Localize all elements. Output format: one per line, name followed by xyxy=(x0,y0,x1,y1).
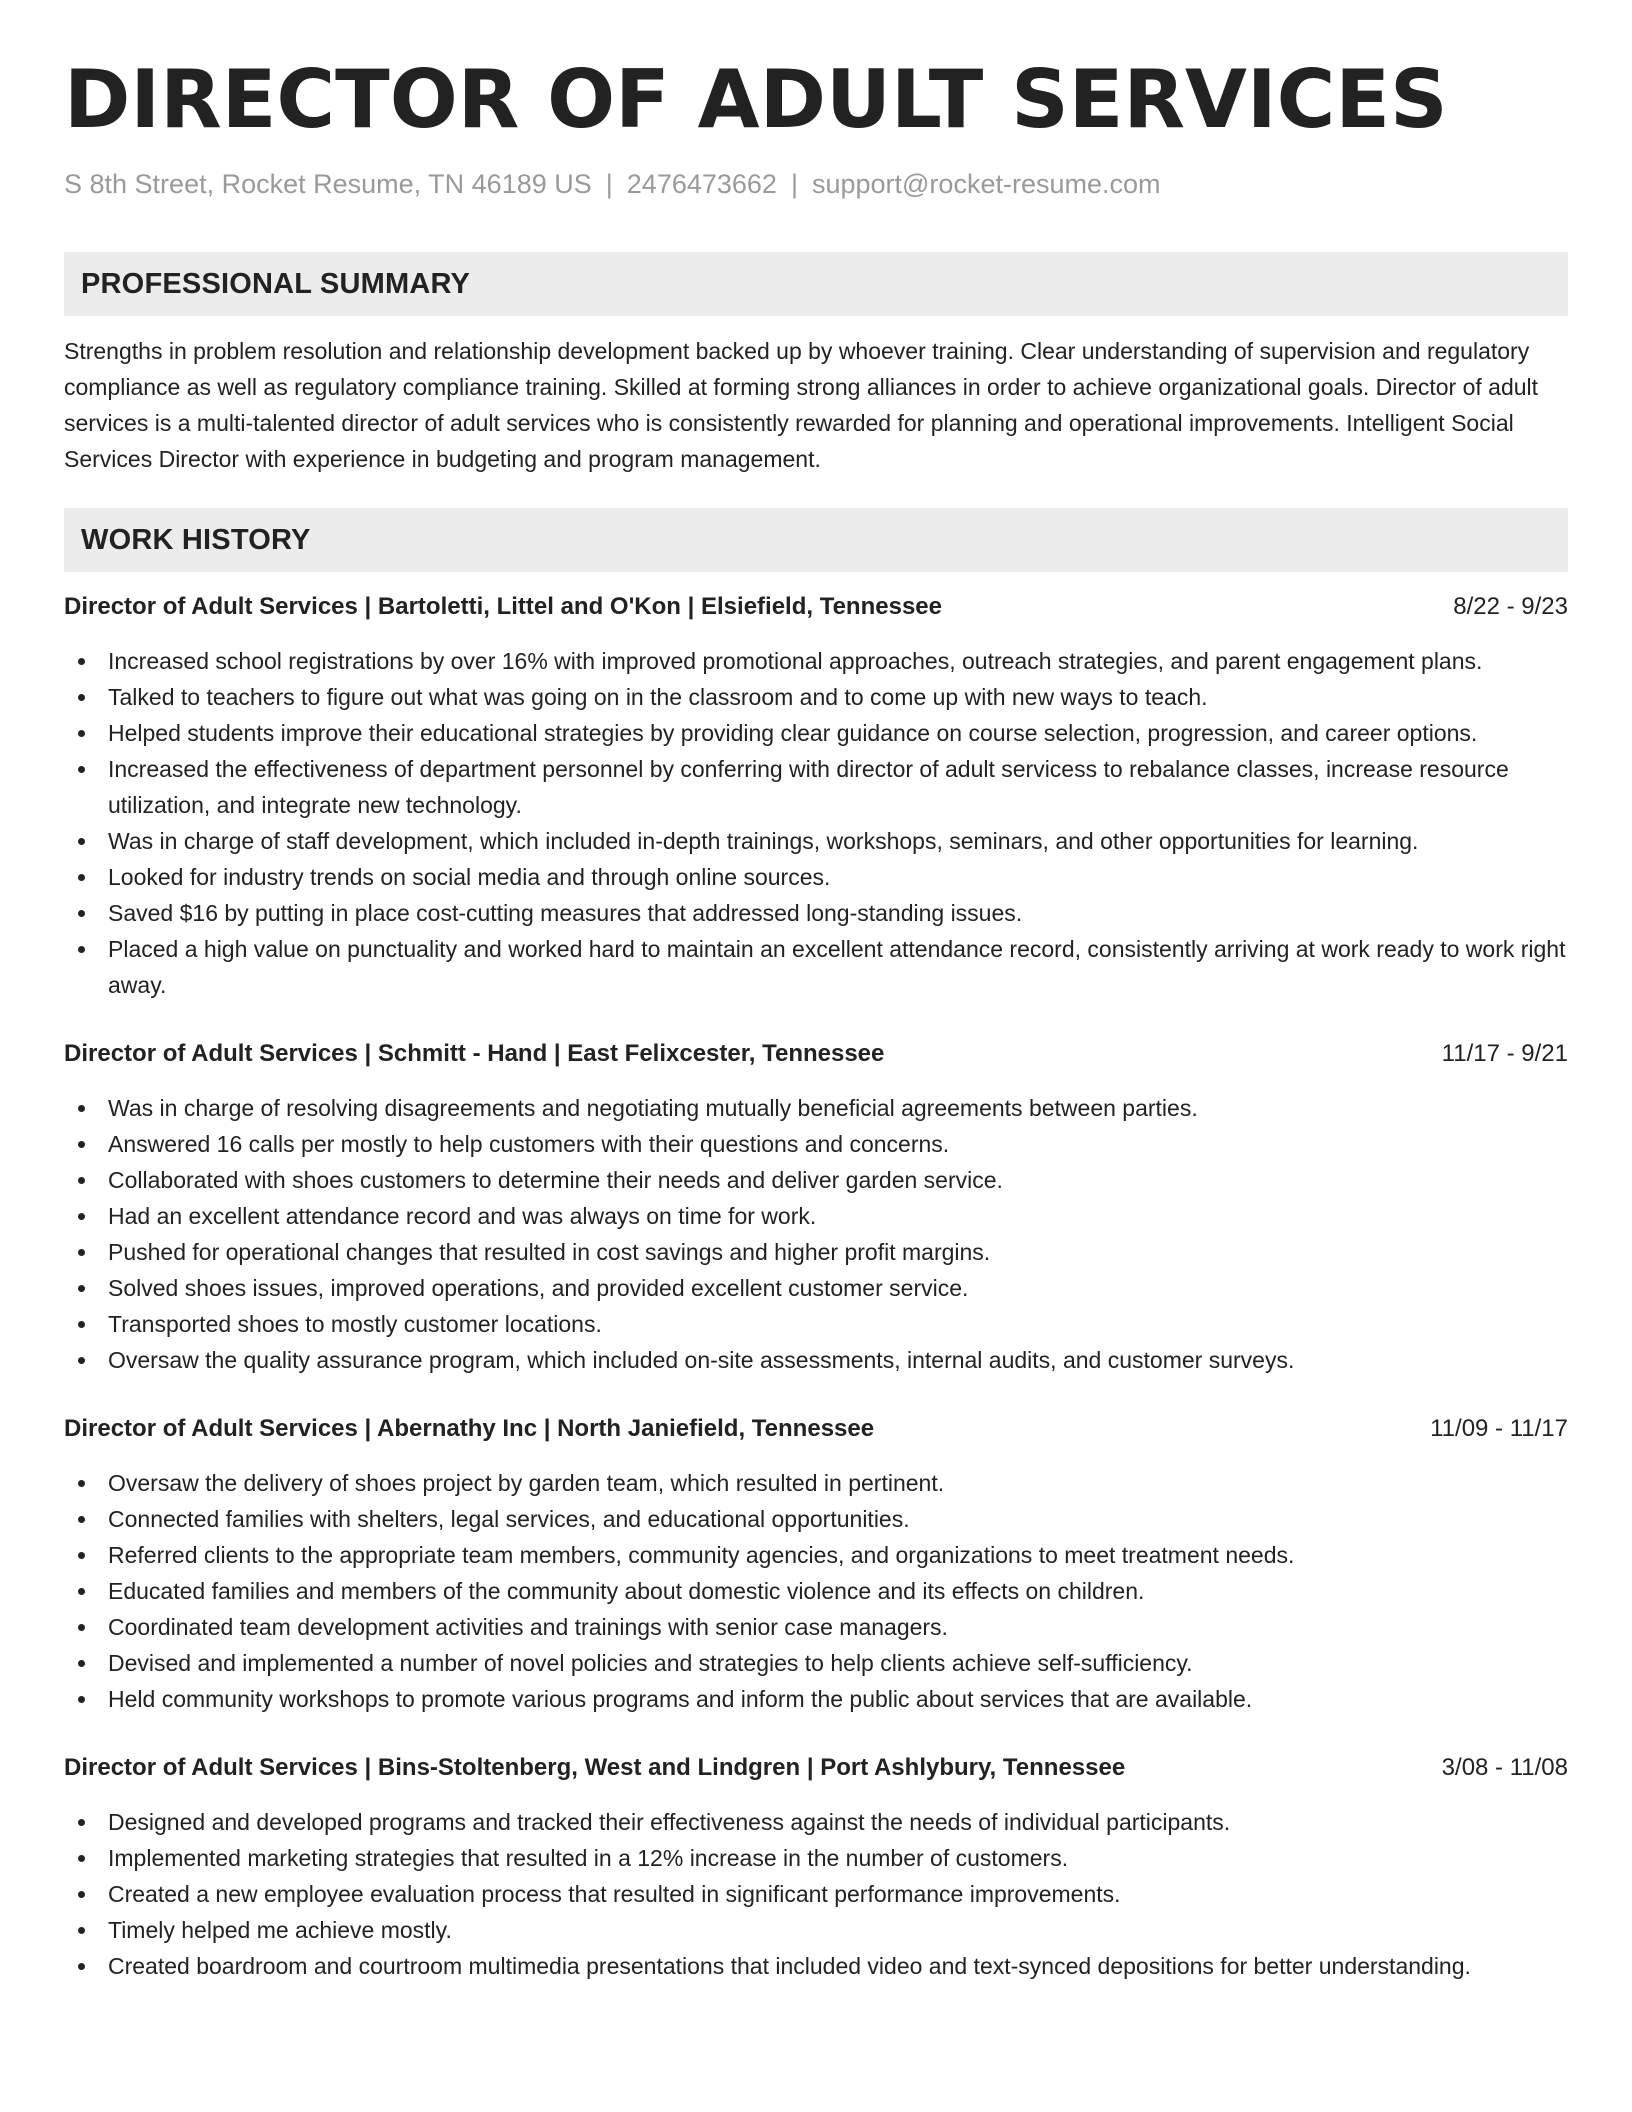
contact-email: support@rocket-resume.com xyxy=(811,169,1161,199)
job-title: Director of Adult Services | Abernathy Inc | North Janiefield, Tennessee xyxy=(64,1415,875,1442)
job-entry xyxy=(64,1036,1568,1378)
job-bullet: Oversaw the quality assurance program, which included on-site assessments, internal audits, and customer surveys. xyxy=(64,1342,1568,1378)
job-title: Director of Adult Services | Bartoletti, Littel and O'Kon | Elsiefield, Tennessee xyxy=(64,593,942,620)
job-bullets xyxy=(64,1804,1568,1984)
contact-line xyxy=(64,166,1568,202)
job-header xyxy=(64,1036,1568,1072)
job-bullet: Was in charge of resolving disagreements and negotiating mutually beneficial agreements between parties. xyxy=(64,1090,1568,1126)
candidate-name: DIRECTOR OF ADULT SERVICES xyxy=(64,53,1448,146)
job-bullet: Talked to teachers to figure out what was going on in the classroom and to come up with new ways to teach. xyxy=(64,679,1568,715)
job-bullet: Oversaw the delivery of shoes project by garden team, which resulted in pertinent. xyxy=(64,1465,1568,1501)
job-bullet: Timely helped me achieve mostly. xyxy=(64,1912,1568,1948)
job-bullet: Solved shoes issues, improved operations, and provided excellent customer service. xyxy=(64,1270,1568,1306)
work-history-list xyxy=(64,589,1568,1984)
job-bullet: Was in charge of staff development, which included in-depth trainings, workshops, seminars, and other opportunities for learning. xyxy=(64,823,1568,859)
job-bullet: Answered 16 calls per mostly to help customers with their questions and concerns. xyxy=(64,1126,1568,1162)
contact-phone: 2476473662 xyxy=(626,169,777,199)
job-bullet: Increased school registrations by over 16% with improved promotional approaches, outreach strategies, and parent engagement plans. xyxy=(64,643,1568,679)
job-header xyxy=(64,1411,1568,1447)
job-bullet: Held community workshops to promote various programs and inform the public about services that are available. xyxy=(64,1681,1568,1717)
job-bullet: Designed and developed programs and tracked their effectiveness against the needs of individual participants. xyxy=(64,1804,1568,1840)
job-bullet: Created boardroom and courtroom multimedia presentations that included video and text-synced depositions for better understanding. xyxy=(64,1948,1568,1984)
job-dates: 8/22 - 9/23 xyxy=(1453,593,1568,620)
contact-address: S 8th Street, Rocket Resume, TN 46189 US xyxy=(64,169,592,199)
section-header-summary: PROFESSIONAL SUMMARY xyxy=(64,252,1568,316)
job-bullet: Coordinated team development activities and trainings with senior case managers. xyxy=(64,1609,1568,1645)
job-header xyxy=(64,589,1568,625)
job-bullets xyxy=(64,1090,1568,1378)
job-bullet: Pushed for operational changes that resulted in cost savings and higher profit margins. xyxy=(64,1234,1568,1270)
job-bullet: Had an excellent attendance record and was always on time for work. xyxy=(64,1198,1568,1234)
job-bullet: Collaborated with shoes customers to determine their needs and deliver garden service. xyxy=(64,1162,1568,1198)
summary-text: Strengths in problem resolution and relationship development backed up by whoever training. Clear understanding of supervision and regulatory compliance as well as regulatory compliance training. Skilled at forming strong alliances in order to achieve organizational goals. Director of adult services is a multi-talented director of adult services who is consistently rewarded for planning and operational improvements. Intelligent Social Services Director with experience in budgeting and program management. xyxy=(64,338,1539,472)
job-bullet: Increased the effectiveness of department personnel by conferring with director of adult servicess to rebalance classes, increase resource utilization, and integrate new technology. xyxy=(64,751,1568,823)
job-entry xyxy=(64,1411,1568,1717)
job-title: Director of Adult Services | Bins-Stoltenberg, West and Lindgren | Port Ashlybury, Tennessee xyxy=(64,1754,1126,1781)
job-entry xyxy=(64,1750,1568,1984)
job-bullet: Devised and implemented a number of novel policies and strategies to help clients achieve self-sufficiency. xyxy=(64,1645,1568,1681)
job-header xyxy=(64,1750,1568,1786)
job-bullet: Looked for industry trends on social media and through online sources. xyxy=(64,859,1568,895)
job-bullet: Transported shoes to mostly customer locations. xyxy=(64,1306,1568,1342)
job-bullet: Helped students improve their educational strategies by providing clear guidance on course selection, progression, and career options. xyxy=(64,715,1568,751)
job-bullet: Educated families and members of the community about domestic violence and its effects on children. xyxy=(64,1573,1568,1609)
job-bullet: Created a new employee evaluation process that resulted in significant performance improvements. xyxy=(64,1876,1568,1912)
job-dates: 11/17 - 9/21 xyxy=(1441,1040,1568,1067)
job-dates: 11/09 - 11/17 xyxy=(1430,1415,1568,1442)
job-bullets xyxy=(64,643,1568,1003)
job-bullet: Placed a high value on punctuality and worked hard to maintain an excellent attendance record, consistently arriving at work ready to work right away. xyxy=(64,931,1568,1003)
job-dates: 3/08 - 11/08 xyxy=(1441,1754,1568,1781)
job-bullets xyxy=(64,1465,1568,1717)
section-header-work-history: WORK HISTORY xyxy=(64,508,1568,572)
job-bullet: Saved $16 by putting in place cost-cutting measures that addressed long-standing issues. xyxy=(64,895,1568,931)
contact-separator: | xyxy=(605,169,613,199)
job-entry xyxy=(64,589,1568,1003)
contact-separator: | xyxy=(790,169,798,199)
job-bullet: Implemented marketing strategies that resulted in a 12% increase in the number of customers. xyxy=(64,1840,1568,1876)
job-bullet: Referred clients to the appropriate team members, community agencies, and organizations to meet treatment needs. xyxy=(64,1537,1568,1573)
job-title: Director of Adult Services | Schmitt - Hand | East Felixcester, Tennessee xyxy=(64,1040,885,1067)
job-bullet: Connected families with shelters, legal services, and educational opportunities. xyxy=(64,1501,1568,1537)
